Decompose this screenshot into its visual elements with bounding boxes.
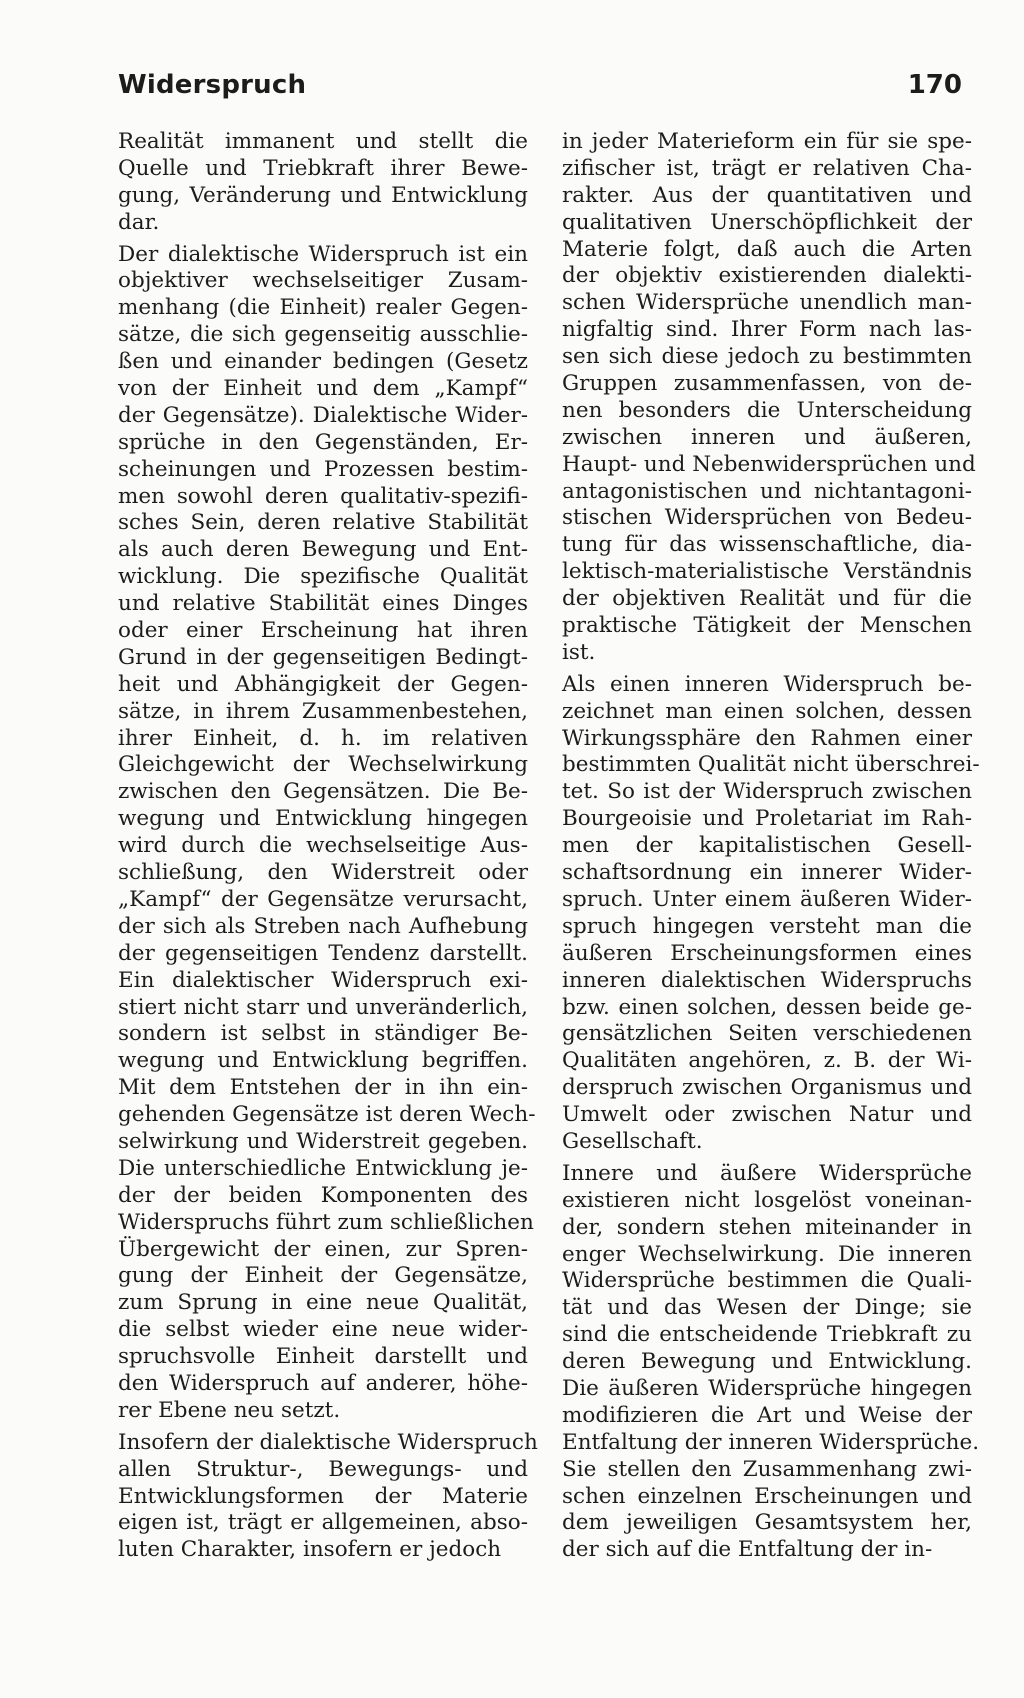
text-line: zeichnet man einen solchen, dessen [562, 698, 972, 724]
text-line: nigfaltig sind. Ihrer Form nach las- [562, 317, 972, 343]
text-line: tät und das Wesen der Dinge; sie [562, 1295, 972, 1321]
text-line: wegung und Entwicklung hingegen [118, 806, 528, 832]
text-line: wegung und Entwicklung begriffen. [118, 1048, 528, 1074]
text-line: Mit dem Entstehen der in ihn ein- [118, 1075, 528, 1101]
text-line: spruchsvolle Einheit darstellt und [118, 1344, 528, 1370]
text-line: die selbst wieder eine neue wider- [118, 1317, 528, 1343]
paragraph [562, 129, 976, 667]
text-line: scheinungen und Prozessen bestim- [118, 456, 528, 482]
text-line: zum Sprung in eine neue Qualität, [118, 1290, 528, 1316]
text-line: Gleichgewicht der Wechselwirkung [118, 752, 528, 778]
text-line: schen Widersprüche unendlich man- [562, 290, 972, 316]
text-line: sprüche in den Gegenständen, Er- [118, 429, 528, 455]
text-line: Innere und äußere Widersprüche [562, 1160, 972, 1186]
text-line: der objektiv existierenden dialekti- [562, 263, 972, 289]
paragraph [118, 129, 528, 237]
paragraph [562, 1160, 980, 1564]
text-line: dem jeweiligen Gesamtsystem her, [562, 1510, 972, 1536]
text-line: rer Ebene neu setzt. [118, 1397, 341, 1423]
text-line: men sowohl deren qualitativ-spezifi- [118, 483, 528, 509]
text-line: Gruppen zusammenfassen, von de- [562, 371, 972, 397]
text-line: äußeren Erscheinungsformen eines [562, 940, 972, 966]
text-line: schaftsordnung ein innerer Wider- [562, 860, 972, 886]
text-line: ist. [562, 639, 596, 665]
text-line: von der Einheit und dem „Kampf“ [118, 376, 528, 402]
text-line: qualitativen Unerschöpflichkeit der [562, 209, 972, 235]
text-line: als auch deren Bewegung und Ent- [118, 537, 528, 563]
paragraph [118, 1429, 538, 1564]
text-line: dar. [118, 209, 160, 235]
text-line: der objektiven Realität und für die [562, 586, 972, 612]
text-line: in jeder Materieform ein für sie spe- [562, 129, 972, 154]
right-text-column [562, 129, 980, 1564]
text-line: der sich auf die Entfaltung der in- [562, 1537, 933, 1563]
text-line: spruch hingegen versteht man die [562, 913, 972, 939]
text-line: stiert nicht starr und unveränderlich, [118, 994, 528, 1020]
text-line: Gesellschaft. [562, 1128, 703, 1154]
text-line: Die äußeren Widersprüche hingegen [562, 1375, 972, 1401]
page-number: 170 [907, 70, 962, 100]
text-line: gung, Veränderung und Entwicklung [118, 182, 528, 208]
text-line: oder einer Erscheinung hat ihren [118, 618, 528, 644]
text-line: objektiver wechselseitiger Zusam- [118, 268, 528, 294]
text-line: Qualitäten angehören, z. B. der Wi- [562, 1048, 972, 1074]
text-line: sätze, in ihrem Zusammenbestehen, [118, 698, 528, 724]
text-line: sätze, die sich gegenseitig ausschlie- [118, 322, 528, 348]
text-line: enger Wechselwirkung. Die inneren [562, 1241, 972, 1267]
text-line: deren Bewegung und Entwicklung. [562, 1349, 972, 1375]
text-line: der gegenseitigen Tendenz darstellt. [118, 940, 528, 966]
text-line: Materie folgt, daß auch die Arten [562, 236, 972, 262]
text-line: schließung, den Widerstreit oder [118, 860, 528, 886]
text-line: selwirkung und Widerstreit gegeben. [118, 1128, 528, 1154]
page-header [118, 70, 962, 110]
text-line: menhang (die Einheit) realer Gegen- [118, 295, 528, 321]
text-line: antagonistischen und nichtantagoni- [562, 478, 972, 504]
text-line: gensätzlichen Seiten verschiedenen [562, 1021, 972, 1047]
text-line: rakter. Aus der quantitativen und [562, 182, 972, 208]
text-line: men der kapitalistischen Gesell- [562, 833, 972, 859]
text-line: „Kampf“ der Gegensätze verursacht, [118, 886, 528, 912]
text-line: sen sich diese jedoch zu bestimmten [562, 344, 972, 370]
text-line: der der beiden Komponenten des [118, 1182, 528, 1208]
paragraph [118, 241, 536, 1425]
text-line: lektisch-materialistische Verständnis [562, 559, 972, 585]
text-line: zifischer ist, trägt er relativen Cha- [562, 155, 972, 181]
text-line: sondern ist selbst in ständiger Be- [118, 1021, 528, 1047]
text-line: allen Struktur-, Bewegungs- und [118, 1456, 528, 1482]
text-line: Umwelt oder zwischen Natur und [562, 1102, 972, 1128]
text-line: zwischen inneren und äußeren, [562, 424, 972, 450]
text-line: Der dialektische Widerspruch ist ein [118, 241, 528, 267]
text-line: tung für das wissenschaftliche, dia- [562, 532, 972, 558]
text-line: eigen ist, trägt er allgemeinen, abso- [118, 1510, 528, 1536]
text-line: spruch. Unter einem äußeren Wider- [562, 886, 972, 912]
text-line: Widersprüche bestimmen die Quali- [562, 1268, 972, 1294]
text-line: Bourgeoisie und Proletariat im Rah- [562, 806, 972, 832]
text-line: Sie stellen den Zusammenhang zwi- [562, 1456, 972, 1482]
text-line: gehenden Gegensätze ist deren Wech- [118, 1102, 536, 1128]
text-line: Ein dialektischer Widerspruch exi- [118, 967, 528, 993]
text-line: Quelle und Triebkraft ihrer Bewe- [118, 155, 528, 181]
text-line: Als einen inneren Widerspruch be- [562, 671, 972, 697]
text-line: sind die entscheidende Triebkraft zu [562, 1322, 972, 1348]
text-line: der Gegensätze). Dialektische Wider- [118, 402, 528, 428]
text-line: Entwicklungsformen der Materie [118, 1483, 528, 1509]
text-line: der sich als Streben nach Aufhebung [118, 913, 528, 939]
text-line: inneren dialektischen Widerspruchs [562, 967, 972, 993]
text-line: praktische Tätigkeit der Menschen [562, 613, 972, 639]
running-head: Widerspruch [118, 70, 307, 100]
text-line: tet. So ist der Widerspruch zwischen [562, 779, 972, 805]
text-line: luten Charakter, insofern er jedoch [118, 1537, 502, 1563]
text-line: Realität immanent und stellt die [118, 129, 528, 154]
text-line: Die unterschiedliche Entwicklung je- [118, 1155, 528, 1181]
text-line: Wirkungssphäre den Rahmen einer [562, 725, 972, 751]
text-line: modifizieren die Art und Weise der [562, 1402, 972, 1428]
text-line: sches Sein, deren relative Stabilität [118, 510, 528, 536]
left-text-column [118, 129, 538, 1564]
text-line: heit und Abhängigkeit der Gegen- [118, 671, 528, 697]
text-line: Insofern der dialektische Widerspruch [118, 1429, 538, 1455]
text-line: schen einzelnen Erscheinungen und [562, 1483, 972, 1509]
text-line: ihrer Einheit, d. h. im relativen [118, 725, 528, 751]
text-line: zwischen den Gegensätzen. Die Be- [118, 779, 528, 805]
text-line: gung der Einheit der Gegensätze, [118, 1263, 528, 1289]
text-line: und relative Stabilität eines Dinges [118, 591, 528, 617]
paragraph [562, 671, 980, 1156]
text-line: wird durch die wechselseitige Aus- [118, 833, 528, 859]
text-line: der, sondern stehen miteinander in [562, 1214, 972, 1240]
text-line: existieren nicht losgelöst voneinan- [562, 1187, 972, 1213]
text-line: Übergewicht der einen, zur Spren- [118, 1236, 528, 1262]
text-line: wicklung. Die spezifische Qualität [118, 564, 528, 590]
text-line: ßen und einander bedingen (Gesetz [118, 349, 528, 375]
text-line: nen besonders die Unterscheidung [562, 397, 972, 423]
text-line: bzw. einen solchen, dessen beide ge- [562, 994, 972, 1020]
text-line: stischen Widersprüchen von Bedeu- [562, 505, 972, 531]
text-line: bestimmten Qualität nicht überschrei- [562, 752, 980, 778]
text-line: derspruch zwischen Organismus und [562, 1075, 972, 1101]
text-line: den Widerspruch auf anderer, höhe- [118, 1370, 528, 1396]
text-line: Widerspruchs führt zum schließlichen [118, 1209, 534, 1235]
text-line: Entfaltung der inneren Widersprüche. [562, 1429, 980, 1455]
text-line: Grund in der gegenseitigen Bedingt- [118, 644, 528, 670]
text-line: Haupt- und Nebenwidersprüchen und [562, 451, 976, 477]
